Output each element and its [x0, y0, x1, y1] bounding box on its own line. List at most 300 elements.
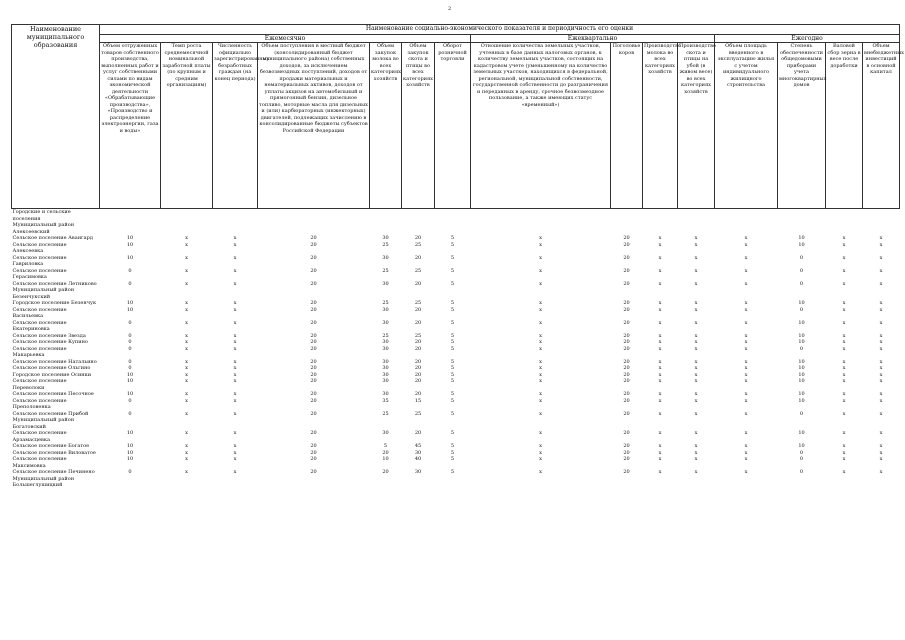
value-cell: x [658, 332, 662, 339]
value-cell: 20 [310, 267, 317, 274]
value-cell: x [658, 391, 662, 397]
value-cell: 5 [450, 443, 455, 449]
value-cell: x [658, 449, 662, 456]
empty-cells [100, 222, 900, 235]
group-name: Муниципальный район Богатовский [12, 417, 75, 430]
value-cell: 20 [414, 371, 422, 378]
value-cell: x [694, 235, 698, 241]
value-cell: 10 [798, 397, 805, 404]
value-cell: 20 [310, 345, 317, 352]
value-cell: 5 [450, 371, 455, 378]
value-cell: x [744, 319, 748, 326]
settlement-name: Сельское поселение Алексеевка [12, 241, 67, 254]
value-cell: 5 [450, 241, 455, 248]
value-cell: 10 [126, 378, 134, 384]
value-cell: 5 [450, 280, 455, 287]
value-cell: x [744, 365, 748, 371]
value-cell: x [658, 430, 662, 436]
value-cell: 20 [623, 456, 630, 462]
value-cell: 10 [126, 371, 134, 378]
value-cell: 20 [623, 306, 630, 313]
value-cell: 20 [310, 365, 317, 371]
value-cell: 35 [382, 397, 389, 404]
value-cell: 30 [382, 345, 389, 352]
value-cell: x [658, 235, 662, 241]
value-cell: 20 [310, 339, 317, 345]
value-cell: 30 [382, 358, 389, 365]
value-cell: x [658, 410, 662, 417]
value-cell: 20 [623, 410, 630, 417]
value-cell: x [842, 397, 846, 404]
value-cell: x [744, 397, 748, 404]
value-cell: 5 [450, 430, 455, 436]
empty-cells [100, 476, 900, 489]
value-cell: 20 [414, 345, 422, 352]
value-cell: 5 [450, 456, 455, 462]
value-cell: x [658, 306, 662, 313]
value-cell: 20 [414, 319, 422, 326]
value-cell: x [539, 345, 542, 352]
value-cell: x [879, 449, 883, 456]
value-cell: 10 [126, 443, 134, 449]
value-cell: 20 [382, 469, 389, 475]
value-cell: x [185, 365, 188, 371]
value-cell: x [233, 365, 237, 371]
value-cell: x [842, 371, 846, 378]
value-cell: 20 [310, 443, 317, 449]
value-cell: x [744, 430, 748, 436]
value-cell: 5 [450, 332, 455, 339]
value-cell: x [185, 235, 188, 241]
value-cell: x [233, 345, 237, 352]
value-cell: x [233, 469, 237, 475]
value-cell: x [694, 410, 698, 417]
value-cell: x [842, 449, 846, 456]
value-cell: 30 [382, 371, 389, 378]
value-cell: x [185, 267, 188, 274]
column-header: Объем закупок скота и птицы во всех категориях хозяйств [402, 43, 435, 209]
value-cell: x [658, 371, 662, 378]
value-cell: 10 [126, 254, 134, 261]
value-cell: x [539, 300, 542, 306]
value-cell: x [658, 319, 662, 326]
value-cell: x [879, 365, 883, 371]
value-cell: 0 [799, 280, 804, 287]
value-cell: 20 [310, 378, 317, 384]
value-cell: 30 [382, 391, 389, 397]
value-cell: x [694, 430, 698, 436]
value-cell: 25 [382, 241, 389, 248]
value-cell: x [744, 241, 748, 248]
value-cell: x [185, 319, 188, 326]
value-cell: x [879, 300, 883, 306]
value-cell: x [744, 280, 748, 287]
value-cell: x [879, 378, 883, 384]
value-cell: 10 [798, 430, 805, 436]
value-cell: 20 [310, 371, 317, 378]
settlement-name: Сельское поселение Макарьевка [12, 345, 67, 358]
value-cell: x [233, 300, 237, 306]
value-cell: x [744, 371, 748, 378]
value-cell: x [539, 430, 542, 436]
value-cell: x [694, 443, 698, 449]
value-cell: 20 [623, 449, 630, 456]
value-cell: x [842, 456, 846, 462]
column-header: Объем закупок молока во всех категориях хозяйств [370, 43, 402, 209]
group-name: Городские и сельские поселения [12, 209, 71, 222]
value-cell: x [694, 332, 698, 339]
column-header: Объем поступления в местный бюджет (консолидированный бюджет муниципального района) собственных доходов, за исключением безвозмездных поступлений, доходов от продажи материальных и нематериальных активов, доходов от уплаты акцизов на автомобильный и прямогонный бензин, дизельное топливо, моторные масла для дизельных и (или) карбюраторных (инжекторных) двигателей, подлежащих зачислению в консолидированные бюджеты субъектов Российской Федерации [258, 43, 370, 209]
value-cell: 45 [414, 443, 422, 449]
value-cell: x [233, 378, 237, 384]
value-cell: 20 [414, 378, 422, 384]
table-row [12, 346, 900, 359]
value-cell: 5 [450, 378, 455, 384]
value-cell: 10 [126, 430, 134, 436]
value-cell: x [539, 358, 542, 365]
value-cell: x [539, 306, 542, 313]
value-cell: x [842, 358, 846, 365]
value-cell: x [842, 339, 846, 345]
value-cell: x [658, 345, 662, 352]
value-cell: 10 [126, 456, 134, 462]
value-cell: 10 [126, 241, 134, 248]
value-cell: x [744, 300, 748, 306]
value-cell: x [539, 371, 542, 378]
value-cell: 10 [798, 371, 805, 378]
value-cell: 30 [382, 319, 389, 326]
value-cell: 5 [450, 358, 455, 365]
value-cell: 20 [310, 319, 317, 326]
value-cell: x [658, 339, 662, 345]
table-row [12, 320, 900, 333]
value-cell: x [694, 391, 698, 397]
value-cell: 20 [310, 456, 317, 462]
value-cell: 0 [128, 280, 132, 287]
indicator-table [11, 24, 905, 489]
value-cell: x [744, 339, 748, 345]
value-cell: x [879, 410, 883, 417]
value-cell: x [185, 397, 188, 404]
table-row [12, 242, 900, 255]
value-cell: 20 [310, 300, 317, 306]
value-cell: 10 [798, 332, 805, 339]
value-cell: x [744, 358, 748, 365]
value-cell: 5 [450, 306, 455, 313]
value-cell: x [694, 267, 698, 274]
value-cell: 10 [798, 241, 805, 248]
value-cell: 20 [623, 319, 630, 326]
table-row [12, 430, 900, 443]
value-cell: 10 [382, 456, 389, 462]
value-cell: 25 [414, 267, 422, 274]
value-cell: 5 [450, 345, 455, 352]
value-cell: x [233, 397, 237, 404]
value-cell: x [185, 378, 188, 384]
settlement-name: Сельское поселение Васильевка [12, 306, 67, 319]
value-cell: 5 [450, 300, 455, 306]
value-cell: x [185, 410, 188, 417]
value-cell: x [539, 254, 542, 261]
value-cell: x [233, 267, 237, 274]
value-cell: 10 [126, 300, 134, 306]
value-cell: 10 [798, 358, 805, 365]
value-cell: 20 [310, 241, 317, 248]
value-cell: x [539, 332, 542, 339]
value-cell: x [658, 397, 662, 404]
group-name: Муниципальный район Большеглушицкий [12, 475, 75, 488]
value-cell: 0 [799, 469, 804, 475]
value-cell: 40 [414, 456, 422, 462]
group-row [12, 209, 900, 223]
value-cell: 20 [623, 358, 630, 365]
value-cell: 20 [382, 449, 389, 456]
value-cell: 0 [799, 254, 804, 261]
value-cell: x [879, 254, 883, 261]
value-cell: x [694, 300, 698, 306]
value-cell: x [539, 443, 542, 449]
value-cell: x [539, 267, 542, 274]
value-cell: 0 [128, 339, 132, 345]
value-cell: x [233, 280, 237, 287]
settlement-name: Сельское поселение Авангард [12, 235, 93, 241]
value-cell: 0 [128, 397, 132, 404]
value-cell: 30 [382, 365, 389, 371]
value-cell: 20 [623, 300, 630, 306]
value-cell: 25 [414, 332, 422, 339]
period-quarterly: Ежеквартально [471, 35, 715, 43]
settlement-name: Сельское поселение Песочное [12, 391, 94, 397]
value-cell: x [233, 241, 237, 248]
value-cell: x [879, 469, 883, 475]
value-cell: x [879, 306, 883, 313]
value-cell: x [694, 365, 698, 371]
value-cell: 20 [623, 397, 630, 404]
column-header: Производство молока во всех категориях хозяйств [643, 43, 678, 209]
value-cell: x [233, 371, 237, 378]
value-cell: 5 [450, 267, 455, 274]
value-cell: x [842, 319, 846, 326]
value-cell: x [744, 391, 748, 397]
value-cell: x [233, 449, 237, 456]
value-cell: x [185, 371, 188, 378]
value-cell: x [694, 345, 698, 352]
value-cell: x [842, 378, 846, 384]
value-cell: x [233, 319, 237, 326]
value-cell: 20 [310, 397, 317, 404]
value-cell: x [879, 391, 883, 397]
value-cell: x [539, 319, 542, 326]
value-cell: x [185, 391, 188, 397]
value-cell: 10 [798, 365, 805, 371]
value-cell: 20 [414, 365, 422, 371]
value-cell: x [233, 443, 237, 449]
value-cell: x [842, 332, 846, 339]
value-cell: x [694, 378, 698, 384]
value-cell: x [185, 254, 188, 261]
group-name: Муниципальный район Безенчукский [12, 287, 75, 300]
settlement-name: Городское поселение Безенчук [12, 300, 97, 306]
value-cell: 5 [450, 319, 455, 326]
value-cell: x [539, 280, 542, 287]
value-cell: 20 [414, 280, 422, 287]
value-cell: x [233, 254, 237, 261]
value-cell: 25 [382, 300, 389, 306]
group-row [12, 476, 900, 489]
value-cell: x [233, 332, 237, 339]
value-cell: 20 [414, 254, 422, 261]
value-cell: x [539, 456, 542, 462]
value-cell: x [658, 358, 662, 365]
value-cell: x [694, 254, 698, 261]
value-cell: x [842, 365, 846, 371]
value-cell: x [539, 391, 542, 397]
value-cell: x [658, 300, 662, 306]
value-cell: x [694, 469, 698, 475]
value-cell: x [879, 267, 883, 274]
group-row [12, 222, 900, 235]
value-cell: 5 [383, 443, 388, 449]
value-cell: 0 [799, 306, 804, 313]
column-header: Валовой сбор зерна в весе после доработки [826, 43, 863, 209]
value-cell: 10 [798, 300, 805, 306]
value-cell: 10 [126, 235, 134, 241]
value-cell: 20 [623, 345, 630, 352]
table-row [12, 456, 900, 469]
settlement-name: Сельское поселение Богатое [12, 443, 90, 449]
value-cell: 20 [310, 306, 317, 313]
value-cell: 5 [450, 339, 455, 345]
settlement-name: Сельское поселение Екатериновка [12, 319, 67, 332]
value-cell: 15 [414, 397, 422, 404]
value-cell: 10 [798, 391, 805, 397]
period-yearly: Ежегодно [715, 35, 900, 43]
value-cell: 5 [450, 365, 455, 371]
value-cell: x [744, 456, 748, 462]
value-cell: x [694, 241, 698, 248]
value-cell: x [658, 254, 662, 261]
value-cell: 25 [414, 410, 422, 417]
settlement-name: Сельское поселение Звезда [12, 332, 86, 339]
value-cell: x [879, 443, 883, 449]
value-cell: 20 [623, 430, 630, 436]
value-cell: x [744, 235, 748, 241]
value-cell: 30 [382, 306, 389, 313]
value-cell: x [658, 267, 662, 274]
value-cell: 0 [128, 358, 132, 365]
value-cell: x [185, 456, 188, 462]
value-cell: 0 [128, 469, 132, 475]
value-cell: 10 [126, 449, 134, 456]
value-cell: x [233, 306, 237, 313]
value-cell: 0 [128, 267, 132, 274]
value-cell: 20 [623, 391, 630, 397]
value-cell: x [185, 300, 188, 306]
value-cell: 20 [623, 365, 630, 371]
group-row [12, 287, 900, 300]
value-cell: 20 [310, 358, 317, 365]
value-cell: x [658, 443, 662, 449]
name-column-header: Наименование муниципального образования [12, 25, 100, 209]
value-cell: 20 [623, 235, 630, 241]
value-cell: x [694, 449, 698, 456]
value-cell: x [539, 339, 542, 345]
value-cell: 10 [126, 306, 134, 313]
value-cell: x [744, 254, 748, 261]
value-cell: x [233, 235, 237, 241]
value-cell: x [879, 358, 883, 365]
value-cell: x [185, 345, 188, 352]
column-header: Объем площадь введенного в эксплуатацию жилья с учетом индивидуального жилищного строительства [715, 43, 778, 209]
value-cell: x [842, 410, 846, 417]
value-cell: x [879, 280, 883, 287]
value-cell: x [539, 469, 542, 475]
value-cell: x [842, 300, 846, 306]
value-cell: 20 [623, 371, 630, 378]
value-cell: x [744, 449, 748, 456]
value-cell: x [539, 397, 542, 404]
value-cell: x [842, 254, 846, 261]
value-cell: x [694, 456, 698, 462]
settlement-name: Городское поселение Осинки [12, 371, 92, 378]
column-header: Оборот розничной торговли [435, 43, 471, 209]
value-cell: 0 [799, 267, 804, 274]
settlement-name: Сельское поселение Максимовка [12, 456, 67, 469]
value-cell: x [233, 358, 237, 365]
settlement-name: Сельское поселение Прибой [12, 410, 89, 417]
table-row [12, 307, 900, 320]
value-cell: 0 [799, 449, 804, 456]
value-cell: 0 [128, 365, 132, 371]
value-cell: x [879, 456, 883, 462]
value-cell: 20 [623, 241, 630, 248]
value-cell: x [842, 430, 846, 436]
settlement-name: Сельское поселение Герасимовка [12, 267, 67, 280]
value-cell: 20 [310, 469, 317, 475]
value-cell: x [233, 339, 237, 345]
value-cell: x [879, 430, 883, 436]
value-cell: 20 [414, 235, 422, 241]
value-cell: x [879, 241, 883, 248]
value-cell: 20 [414, 306, 422, 313]
settlement-name: Сельское поселение Гавриловка [12, 254, 67, 267]
value-cell: x [185, 332, 188, 339]
value-cell: x [842, 306, 846, 313]
value-cell: 20 [623, 339, 630, 345]
value-cell: x [842, 443, 846, 449]
empty-cells [100, 209, 900, 223]
column-header: Объем отгруженных товаров собственного производства, выполненных работ и услуг собственными силами по видам экономической деятельности «Обрабатывающие производства», «Производство и распределение электроэнергии, газа и воды» [100, 43, 161, 209]
empty-cells [100, 287, 900, 300]
value-cell: 20 [623, 378, 630, 384]
value-cell: x [842, 280, 846, 287]
value-cell: 20 [310, 254, 317, 261]
value-cell: 30 [414, 449, 422, 456]
value-cell: x [744, 345, 748, 352]
value-cell: x [842, 391, 846, 397]
value-cell: 20 [310, 391, 317, 397]
value-cell: 0 [799, 456, 804, 462]
value-cell: x [185, 241, 188, 248]
value-cell: x [842, 235, 846, 241]
value-cell: 20 [414, 358, 422, 365]
value-cell: 20 [414, 391, 422, 397]
value-cell: 30 [382, 254, 389, 261]
value-cell: 30 [382, 430, 389, 436]
value-cell: x [744, 469, 748, 475]
value-cell: 0 [799, 410, 804, 417]
value-cell: 20 [310, 430, 317, 436]
